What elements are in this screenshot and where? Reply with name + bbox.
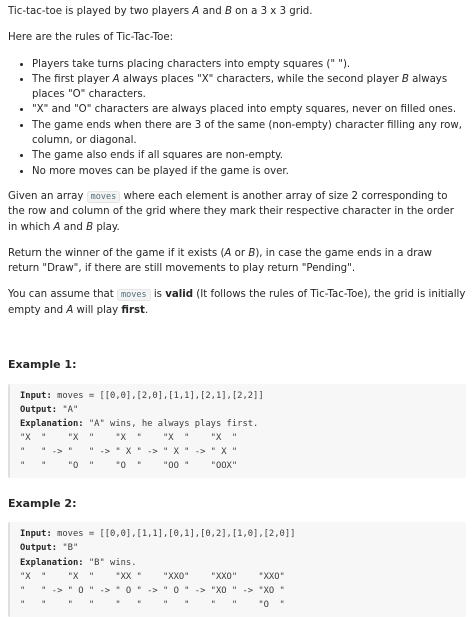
input-label: Input: — [20, 529, 52, 540]
rule-text: always places "O" characters. — [32, 73, 448, 101]
rules-heading: Here are the rules of Tic-Tac-Toe: — [8, 32, 174, 44]
player-b: B — [224, 6, 232, 17]
example-1-title: Example 1: — [8, 358, 77, 372]
assume-text: (It follows the rules of Tic-Tac-Toe), the grid is initially empty and — [8, 289, 466, 316]
rule-item — [32, 118, 466, 149]
output-value: "B" — [57, 543, 79, 554]
input-label: Input: — [20, 390, 52, 401]
explanation-value: "A" wins, he always plays first. — [83, 418, 259, 429]
example-2-title: Example 2: — [8, 496, 77, 510]
player-b: B — [86, 221, 94, 233]
return-text: Return the winner of the game if it exists ( — [8, 247, 225, 259]
return-paragraph — [8, 246, 466, 277]
rule-item — [32, 57, 466, 72]
intro-paragraph — [8, 4, 466, 19]
output-value: "A" — [57, 404, 79, 415]
assume-text: is — [150, 289, 166, 301]
valid-bold: valid — [165, 289, 194, 301]
given-text: play. — [93, 221, 120, 233]
first-bold: first — [121, 304, 145, 316]
intro-text: on a 3 x 3 grid. — [231, 6, 313, 17]
rule-text: No more moves can be played if the game is over. — [32, 165, 289, 177]
assume-paragraph — [8, 287, 466, 318]
rule-item — [32, 72, 466, 103]
output-label: Output: — [20, 404, 58, 415]
board-sequence: "X " "X " "XX " "XXO" "XXO" "XXO" " " -> " O " -> " O " -> " O " -> "XO " -> "XO " " " " " " " " " " " "O " — [20, 571, 285, 610]
player-a: A — [53, 221, 61, 233]
spacer — [8, 329, 466, 339]
output-label: Output: — [20, 543, 58, 554]
input-value: moves = [[0,0],[1,1],[0,1],[0,2],[1,0],[2,0]] — [51, 529, 296, 540]
assume-text: You can assume that — [8, 289, 118, 301]
rule-item — [32, 102, 466, 117]
player-a: A — [192, 6, 200, 17]
rule-text: The first player — [32, 73, 113, 85]
rule-item — [32, 148, 466, 163]
given-paragraph — [8, 189, 466, 235]
explanation-label: Explanation: — [20, 418, 84, 429]
explanation-label: Explanation: — [20, 557, 84, 568]
given-text: Given an array — [8, 190, 87, 202]
rule-item — [32, 164, 466, 179]
rules-list — [8, 57, 466, 179]
player-a: A — [112, 73, 120, 85]
rule-text: always places "X" characters, while the second player — [119, 73, 402, 85]
assume-text: will play — [73, 304, 122, 316]
input-value: moves = [[0,0],[2,0],[1,1],[2,1],[2,2]] — [51, 390, 264, 401]
rule-text: The game also ends if all squares are non-empty. — [32, 150, 283, 162]
player-b: B — [401, 73, 409, 85]
assume-text: . — [144, 304, 149, 316]
intro-text: and — [199, 6, 225, 17]
return-text: or — [231, 247, 249, 259]
rule-text: The game ends when there are 3 of the same (non-empty) character filling any row, column, or diagonal. — [32, 119, 462, 147]
player-b: B — [248, 247, 256, 259]
board-sequence: "X " "X " "X " "X " "X " " " -> " " -> " X " -> " X " -> " X " " " "O " "O " "OO " "OOX" — [20, 432, 238, 471]
rule-text: "X" and "O" characters are always placed into empty squares, never on filled ones. — [32, 104, 457, 116]
given-text: where each element is another array of size 2 corresponding to the row and column of the grid where they mark their respective character in the order in which — [8, 190, 454, 233]
explanation-value: "B" wins. — [83, 557, 137, 568]
rule-text: Players take turns placing characters into empty squares (" "). — [32, 58, 351, 70]
example-1-block — [8, 384, 466, 478]
player-a: A — [66, 304, 74, 316]
given-text: and — [60, 221, 87, 233]
player-a: A — [224, 247, 232, 259]
moves-code: moves — [87, 191, 121, 203]
example-2-block — [8, 522, 466, 616]
moves-code: moves — [117, 289, 151, 301]
return-text: ), in case the game ends in a draw return "Draw", if there are still movements to play return "Pending". — [8, 247, 433, 275]
intro-text: Tic-tac-toe is played by two players — [8, 6, 193, 17]
